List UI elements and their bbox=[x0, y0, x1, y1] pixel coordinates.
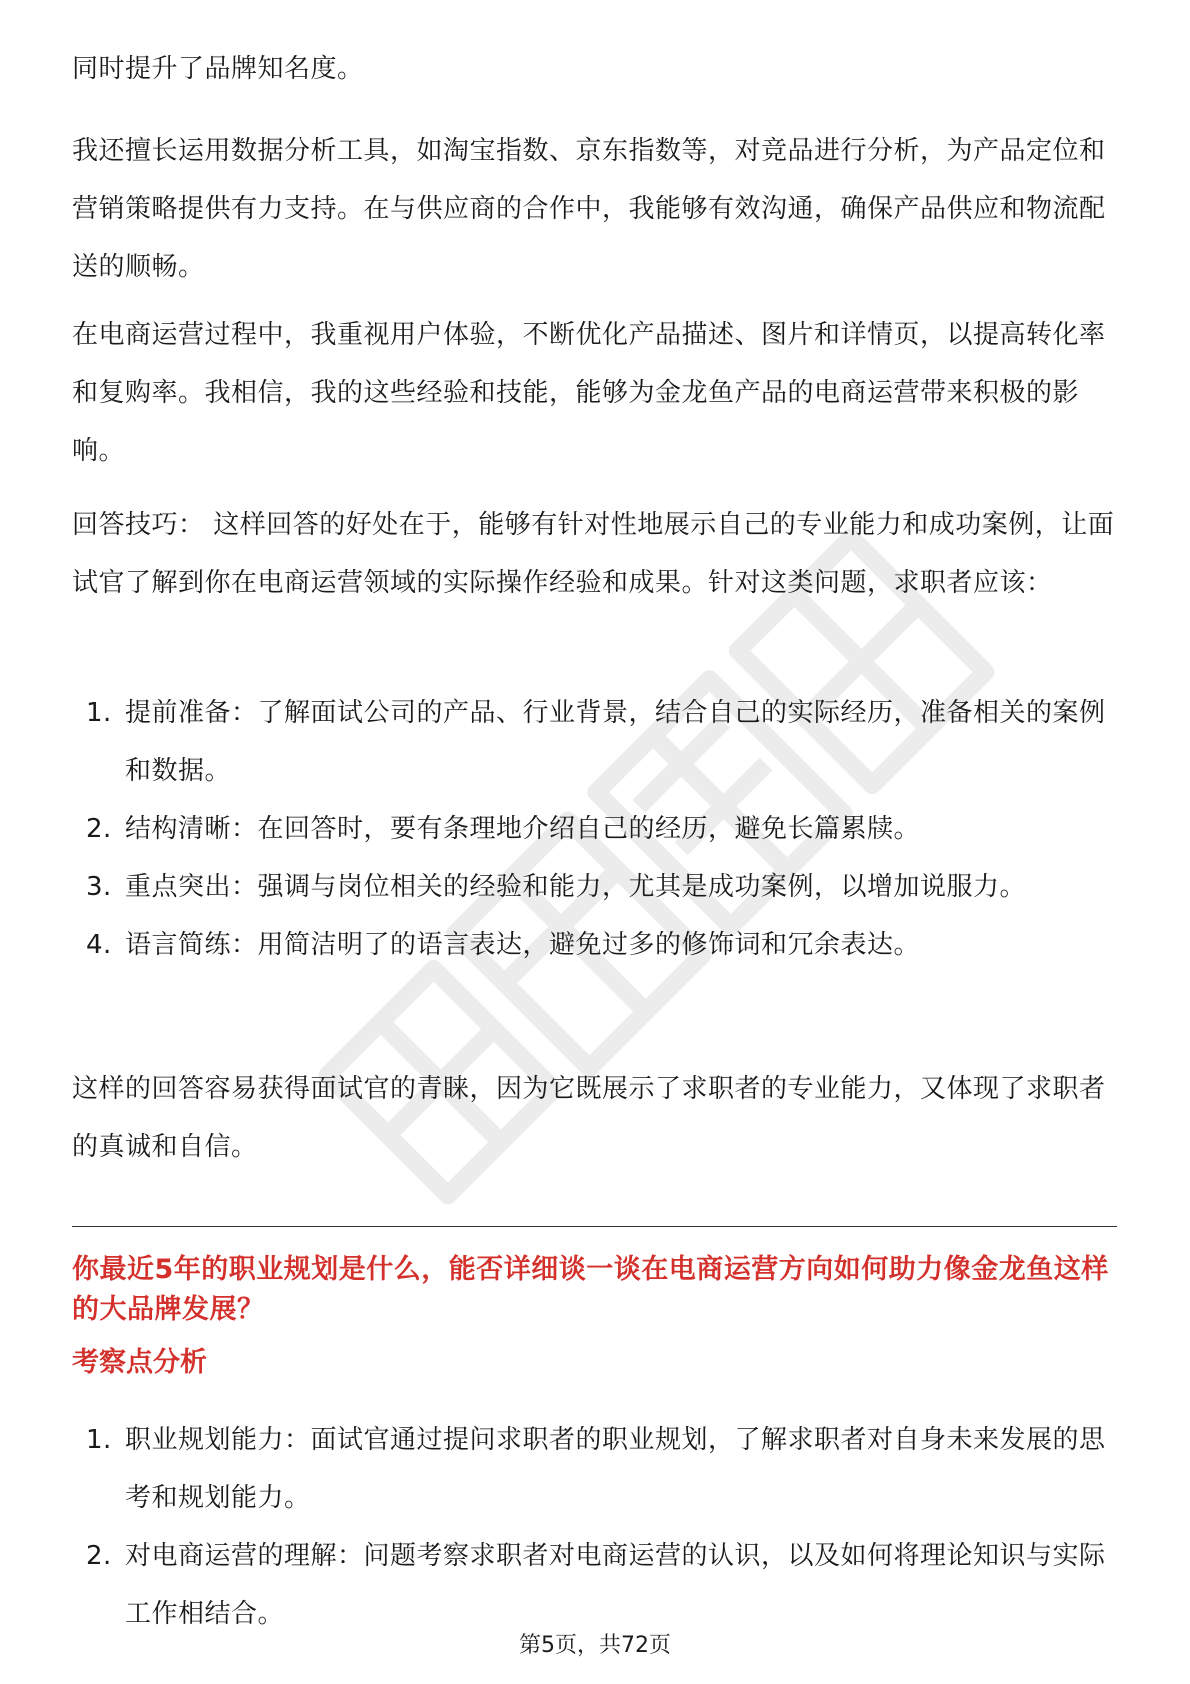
list-item-number: 2. bbox=[86, 814, 112, 844]
paragraph-answer-tips: 回答技巧： 这样回答的好处在于，能够有针对性地展示自己的专业能力和成功案例，让面试官了解到你在电商运营领域的实际操作经验和成果。针对这类问题，求职者应该： bbox=[72, 510, 1115, 598]
list-item bbox=[72, 1411, 1117, 1527]
paragraph-user-experience: 在电商运营过程中，我重视用户体验，不断优化产品描述、图片和详情页，以提高转化率和复购率。我相信，我的这些经验和技能，能够为金龙鱼产品的电商运营带来积极的影响。 bbox=[72, 320, 1106, 466]
list-item bbox=[72, 1527, 1117, 1643]
list-item bbox=[72, 916, 1117, 974]
paragraph-data-analysis: 我还擅长运用数据分析工具，如淘宝指数、京东指数等，对竞品进行分析，为产品定位和营销策略提供有力支持。在与供应商的合作中，我能够有效沟通，确保产品供应和物流配送的顺畅。 bbox=[72, 136, 1106, 282]
paragraph-closing: 这样的回答容易获得面试官的青睐，因为它既展示了求职者的专业能力，又体现了求职者的真诚和自信。 bbox=[72, 1074, 1106, 1162]
list-item-number: 2. bbox=[86, 1541, 112, 1571]
list-item-text: 职业规划能力：面试官通过提问求职者的职业规划，了解求职者对自身未来发展的思考和规划能力。 bbox=[125, 1425, 1106, 1513]
list-item bbox=[72, 800, 1117, 858]
interview-question: 你最近5年的职业规划是什么，能否详细谈一谈在电商运营方向如何助力像金龙鱼这样的大品牌发展？ bbox=[72, 1254, 1109, 1325]
list-item-number: 1. bbox=[86, 1425, 112, 1455]
section-title: 考察点分析 bbox=[72, 1347, 207, 1378]
list-item-text: 结构清晰：在回答时，要有条理地介绍自己的经历，避免长篇累牍。 bbox=[125, 814, 921, 844]
list-item bbox=[72, 684, 1117, 800]
list-item bbox=[72, 858, 1117, 916]
list-item-text: 对电商运营的理解：问题考察求职者对电商运营的认识，以及如何将理论知识与实际工作相结合。 bbox=[125, 1541, 1106, 1629]
list-item-number: 4. bbox=[86, 930, 112, 960]
list-item-text: 重点突出：强调与岗位相关的经验和能力，尤其是成功案例，以增加说服力。 bbox=[125, 872, 1027, 902]
list-item-text: 提前准备：了解面试公司的产品、行业背景，结合自己的实际经历，准备相关的案例和数据。 bbox=[125, 698, 1106, 786]
page-footer: 第5页，共72页 bbox=[519, 1633, 671, 1658]
list-item-number: 3. bbox=[86, 872, 112, 902]
list-item-text: 语言简练：用简洁明了的语言表达，避免过多的修饰词和冗余表达。 bbox=[125, 930, 921, 960]
section-divider bbox=[72, 1226, 1117, 1227]
list-item-number: 1. bbox=[86, 698, 112, 728]
analysis-list bbox=[72, 1411, 1117, 1643]
paragraph-continued: 同时提升了品牌知名度。 bbox=[72, 54, 364, 84]
tips-list bbox=[72, 684, 1117, 974]
